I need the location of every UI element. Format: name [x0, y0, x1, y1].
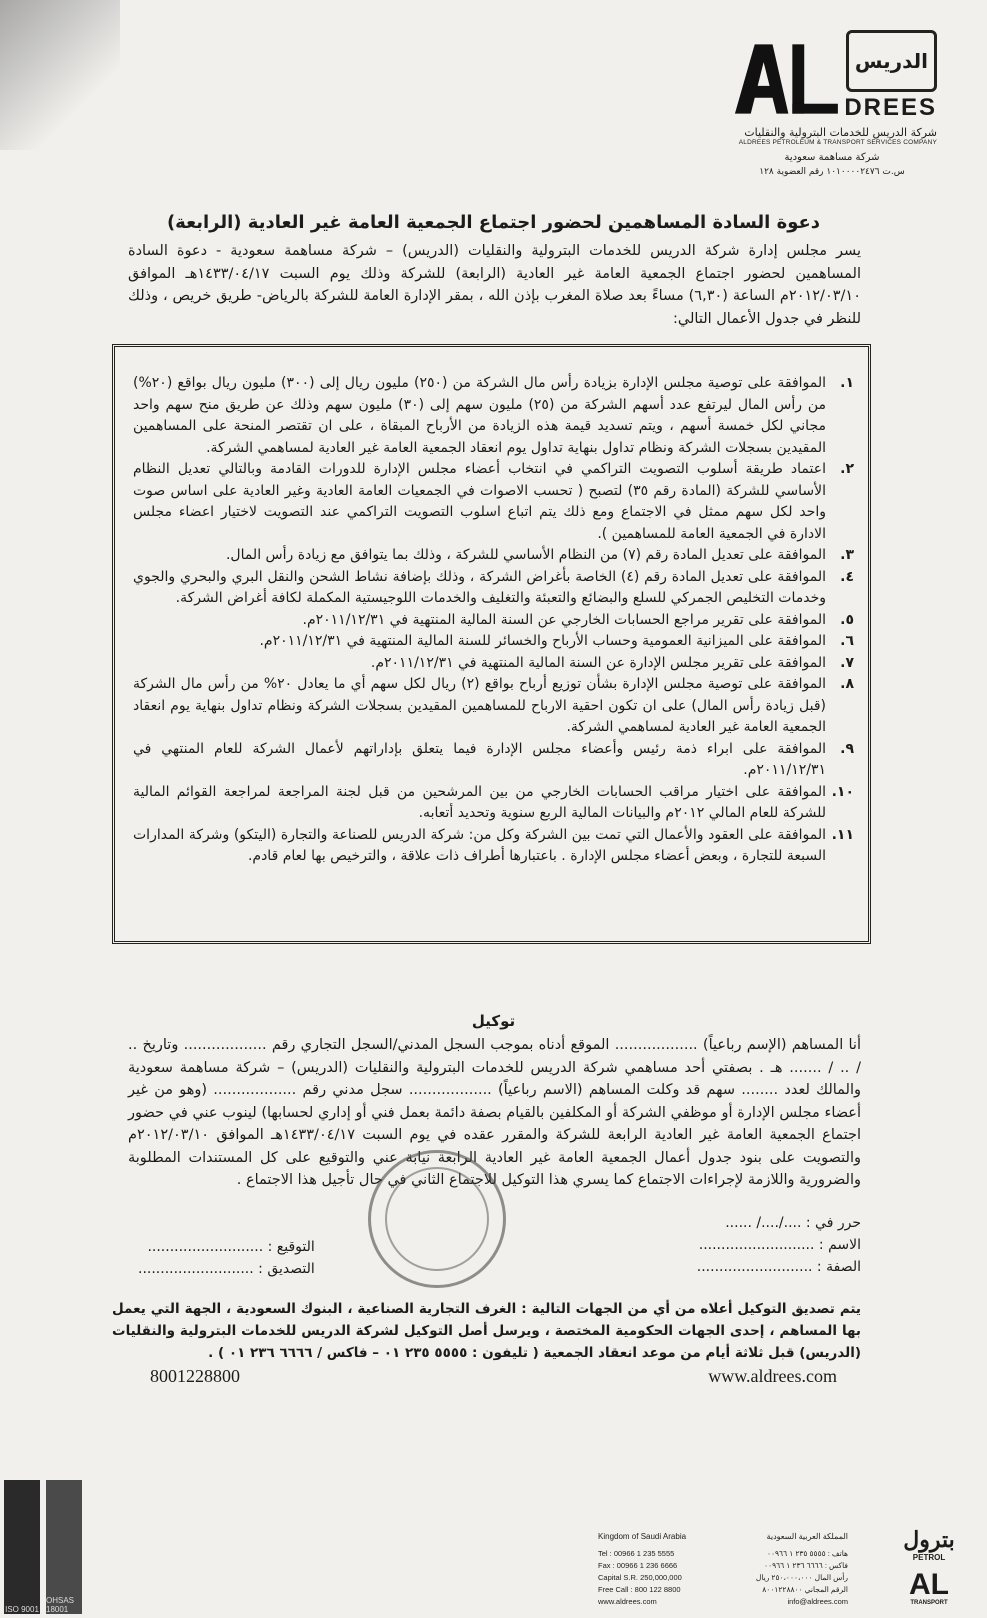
registration-number: س.ت ١٠١٠٠٠٠٢٤٧٦ رقم العضوية ١٢٨ — [759, 167, 905, 177]
footer-email[interactable]: info@aldrees.com — [787, 1597, 848, 1606]
company-stamp-icon — [368, 1150, 506, 1288]
footer-line-ar: هاتف : ٥٥٥٥ ٢٣٥ ١ ٠٠٩٦٦ — [766, 1549, 848, 1558]
agenda-item — [133, 825, 854, 868]
company-name-en: ALDREES PETROLEUM & TRANSPORT SERVICES COMPANY — [738, 139, 937, 146]
certification-note: يتم تصديق التوكيل أعلاه من أي من الجهات التالية : الغرف التجارية الصناعية ، البنوك السعودية ، الجهة التي يعمل بها المساهم ، إحدى الجهات الحكومية المختصة ، ويرسل أصل التوكيل لشركة الدريس للخدمات البترولية والنقليات (الدريس) قبل ثلاثة أيام من موعد انعقاد الجمعية ( تليفون : ٥٥٥٥ ٢٣٥ ٠١ – فاكس / ٦٦٦٦ ٢٣٦ ٠١ ) . — [112, 1301, 861, 1361]
agenda-item-number: ١. — [840, 375, 854, 391]
agenda-item-number: ١١. — [831, 826, 854, 843]
agenda-item-text: الموافقة على العقود والأعمال التي تمت بين الشركة وكل من: شركة الدريس للصناعة والتجارة (اليتكو) وشركة المدارات السبعة للتجارة ، وبعض أعضاء مجلس الإدارة . باعتبارها أطراف ذات علاقة ، والترخيص بها لعام قادم. — [133, 826, 826, 864]
agenda-item-text: الموافقة على تقرير مجلس الإدارة عن السنة المالية المنتهية في ٢٠١١/١٢/٣١م. — [370, 654, 826, 671]
agenda-box — [112, 344, 871, 944]
footer-line-en: Tel : 00966 1 235 5555 — [598, 1549, 675, 1558]
signature-field: التوقيع : .......................... — [147, 1239, 315, 1255]
ohsas-badge: OHSAS 18001 — [46, 1480, 82, 1614]
agenda-item-number: ٧. — [840, 654, 854, 671]
document-title: دعوة السادة المساهمين لحضور اجتماع الجمعية العامة غير العادية (الرابعة) — [166, 212, 821, 233]
agenda-item-text: الموافقة على تقرير مراجع الحسابات الخارجي عن السنة المالية المنتهية في ٢٠١١/١٢/٣١م. — [302, 611, 826, 628]
capacity-field: الصفة : .......................... — [696, 1259, 861, 1275]
company-header — [727, 30, 937, 177]
agenda-item — [133, 653, 854, 675]
agenda-item-number: ٤. — [840, 568, 854, 585]
agenda-item-number: ٢. — [840, 461, 854, 477]
agenda-item — [133, 674, 854, 739]
agenda-item-number: ٩. — [840, 740, 854, 757]
agenda-item-text: الموافقة على توصية مجلس الإدارة بزيادة رأس مال الشركة من (٢٥٠) مليون ريال إلى (٣٠٠) مليون ريال بواقع (٢٠%) من رأس المال ليرتفع عدد أسهم الشركة من (٢٥) مليون سهم إلى (٣٠) مليون سهم وذلك عن طريق منح سهم واحد مجاني لكل خمسة أسهم ، ويتم تسديد قيمة هذه الزيادة من الأرباح المبقاة ، على ان تقتصر المنحة على المساهمين المقيدين بسجلات الشركة ونظام تداول بنهاية تداول يوم انعقاد الجمعية العامة غير العادية لمساهمي الشركة. — [133, 375, 827, 456]
agenda-item — [133, 782, 854, 825]
footer-line-ar: فاكس : ٦٦٦٦ ٢٣٦ ١ ٠٠٩٦٦ — [764, 1561, 848, 1570]
footer-line-en: Fax : 00966 1 236 6666 — [598, 1561, 678, 1570]
agenda-item-number: ٦. — [840, 633, 854, 649]
proxy-title: توكيل — [471, 1012, 516, 1030]
agenda-item-number: ٨. — [840, 676, 854, 692]
footer-line-ar: رأس المال ٢٥٠،٠٠٠،٠٠٠ ريال — [755, 1573, 848, 1582]
footer-website[interactable]: www.aldrees.com — [598, 1597, 657, 1606]
issued-date-field: حرر في : ..../..../ ...... — [725, 1215, 861, 1231]
agenda-item-text: اعتماد طريقة أسلوب التصويت التراكمي في انتخاب أعضاء مجلس الإدارة للدورات القادمة وبالتالي تعديل النظام الأساسي للشركة (المادة رقم ٣٥) لتصبح ( تحسب الاصوات في الجمعيات العامة العادية وغير العادية على اساس صوت واحد لكل سهم ممثل في الاجتماع ومع ذلك يتم اتباع اسلوب التصويت التراكمي عند التصويت لاختيار اعضاء مجلس الادارة في الجمعية العامة للمساهمين ). — [133, 461, 826, 542]
transport-en: TRANSPORT — [910, 1600, 948, 1606]
agenda-item-text: الموافقة على توصية مجلس الإدارة بشأن توزيع أرباح بواقع (٢) ريال لكل سهم أي ما يعادل ٢٠% من رأس مال الشركة (قبل زيادة رأس المال) على ان تكون احقية الارباح للمساهمين المقيدين بسجلات الشركة ونظام تداول بنهاية يوم انعقاد الجمعية العامة غير العادية لمساهمي الشركة. — [133, 676, 826, 735]
country-ar: المملكة العربية السعودية — [766, 1532, 848, 1541]
name-field: الاسم : .......................... — [698, 1237, 861, 1253]
signature-fields-left — [138, 1236, 315, 1280]
agenda-item-text: الموافقة على تعديل المادة رقم (٧) من النظام الأساسي للشركة ، وذلك بما يتوافق مع زيادة رأس المال. — [225, 547, 826, 563]
petrol-transport-logo — [889, 1527, 969, 1606]
contact-row — [150, 1366, 837, 1387]
company-name-ar: شركة الدريس للخدمات البترولية والنقليات — [744, 126, 937, 139]
petrol-en: PETROL — [912, 1553, 946, 1562]
agenda-item-number: ١٠. — [831, 783, 854, 800]
certification-badges — [0, 1480, 136, 1618]
footer-contact-info — [598, 1532, 848, 1606]
agenda-item-text: الموافقة على تعديل المادة رقم (٤) الخاصة بأغراض الشركة ، وذلك بإضافة نشاط الشحن والنقل البري والبحري والجوي وخدمات التخليص الجمركي للسلع والبضائع والتعبئة والتغليف والخدمات اللوجيستية المكملة لكافة أغراض الشركة. — [133, 568, 826, 606]
website-link[interactable]: www.aldrees.com — [708, 1366, 837, 1386]
agenda-item — [133, 373, 854, 459]
proxy-body: أنا المساهم (الإسم رباعياً) .................. الموقع أدناه بموجب السجل المدني/السجل التجاري رقم .................. وتاريخ .. / .. / ....... هـ . بصفتي أحد مساهمي شركة الدريس للخدمات البترولية والنقليات (الدريس) – شركة مساهمة سعودية والمالك لعدد ........ سهم قد وكلت المساهم (الاسم رباعياً) .................. سجل مدني رقم .................. (وهو من غير أعضاء مجلس الإدارة أو موظفي الشركة أو المكلفين بالقيام بصفة دائمة بعمل فني أو إداري لحسابها) لينوب عني في حضور اجتماع الجمعية العامة غير العادية الرابعة للشركة والمقرر عقده في يوم السبت ١٤٣٣/٠٤/١٧هـ الموافق ٢٠١٢/٠٣/١٠م والتصويت على بنود جدول أعمال الجمعية العامة غير العادية الرابعة نيابة عني والتوقيع على كل المستندات المطلوبة والضرورية واللازمة لإجراءات الاجتماع كما يسري هذا التوكيل للاجتماع الثاني في حال تأجيل هذا الاجتماع . — [128, 1037, 861, 1188]
agenda-item-text: الموافقة على ابراء ذمة رئيس وأعضاء مجلس الإدارة فيما يتعلق بإداراتهم لأعمال الشركة للعام المنتهي في ٢٠١١/١٢/٣١م. — [133, 740, 826, 778]
petrol-ar: بترول — [903, 1527, 955, 1552]
iso-badge: ISO 9001 — [4, 1480, 40, 1614]
agenda-list — [133, 373, 854, 868]
attestation-field: التصديق : .......................... — [138, 1261, 315, 1277]
footer-line-en: Capital S.R. 250,000,000 — [598, 1573, 682, 1582]
agenda-item-number: ٥. — [840, 611, 854, 628]
agenda-item-text: الموافقة على الميزانية العمومية وحساب الأرباح والخسائر للسنة المالية المنتهية في ٢٠١١/١٢/٣١م. — [259, 633, 826, 649]
agenda-item — [133, 739, 854, 782]
al-logo-icon — [727, 34, 842, 120]
agenda-item — [133, 567, 854, 610]
agenda-item — [133, 545, 854, 567]
transport-logo-icon: AL — [909, 1568, 949, 1601]
letterhead-footer — [0, 1468, 987, 1618]
agenda-item — [133, 459, 854, 545]
signature-fields-right — [697, 1212, 861, 1278]
company-type: شركة مساهمة سعودية — [784, 152, 880, 163]
footer-line-en: Free Call : 800 122 8800 — [598, 1585, 681, 1594]
brand-wordmark: DREES — [844, 94, 937, 121]
intro-paragraph: يسر مجلس إدارة شركة الدريس للخدمات البترولية والنقليات (الدريس) – شركة مساهمة سعودية - دعوة السادة المساهمين لحضور اجتماع الجمعية العامة غير العادية (الرابعة) للشركة وذلك يوم السبت ١٤٣٣/٠٤/١٧هـ الموافق ٢٠١٢/٠٣/١٠م الساعة (٦,٣٠) مساءً بعد صلاة المغرب بإذن الله ، بمقر الإدارة العامة للشركة بالرياض- طريق خريص ، وذلك للنظر في جدول الأعمال التالي: — [128, 243, 861, 327]
footer-line-ar: الرقم المجاني ٨٠٠١٢٢٨٨٠٠ — [762, 1585, 848, 1594]
agenda-item-text: الموافقة على اختيار مراقب الحسابات الخارجي من بين المرشحين من قبل لجنة المراجعة لمراجعة القوائم المالية للشركة للعام المالي ٢٠١٢م والبيانات المالية الربع سنوية وتحديد أتعابه. — [133, 783, 826, 821]
country-en: Kingdom of Saudi Arabia — [598, 1532, 687, 1541]
agenda-item — [133, 610, 854, 632]
agenda-item — [133, 631, 854, 653]
scan-shadow — [0, 0, 120, 150]
toll-free-number: 8001228800 — [150, 1366, 240, 1386]
agenda-item-number: ٣. — [840, 547, 854, 563]
brand-seal: الدريس — [846, 30, 937, 92]
